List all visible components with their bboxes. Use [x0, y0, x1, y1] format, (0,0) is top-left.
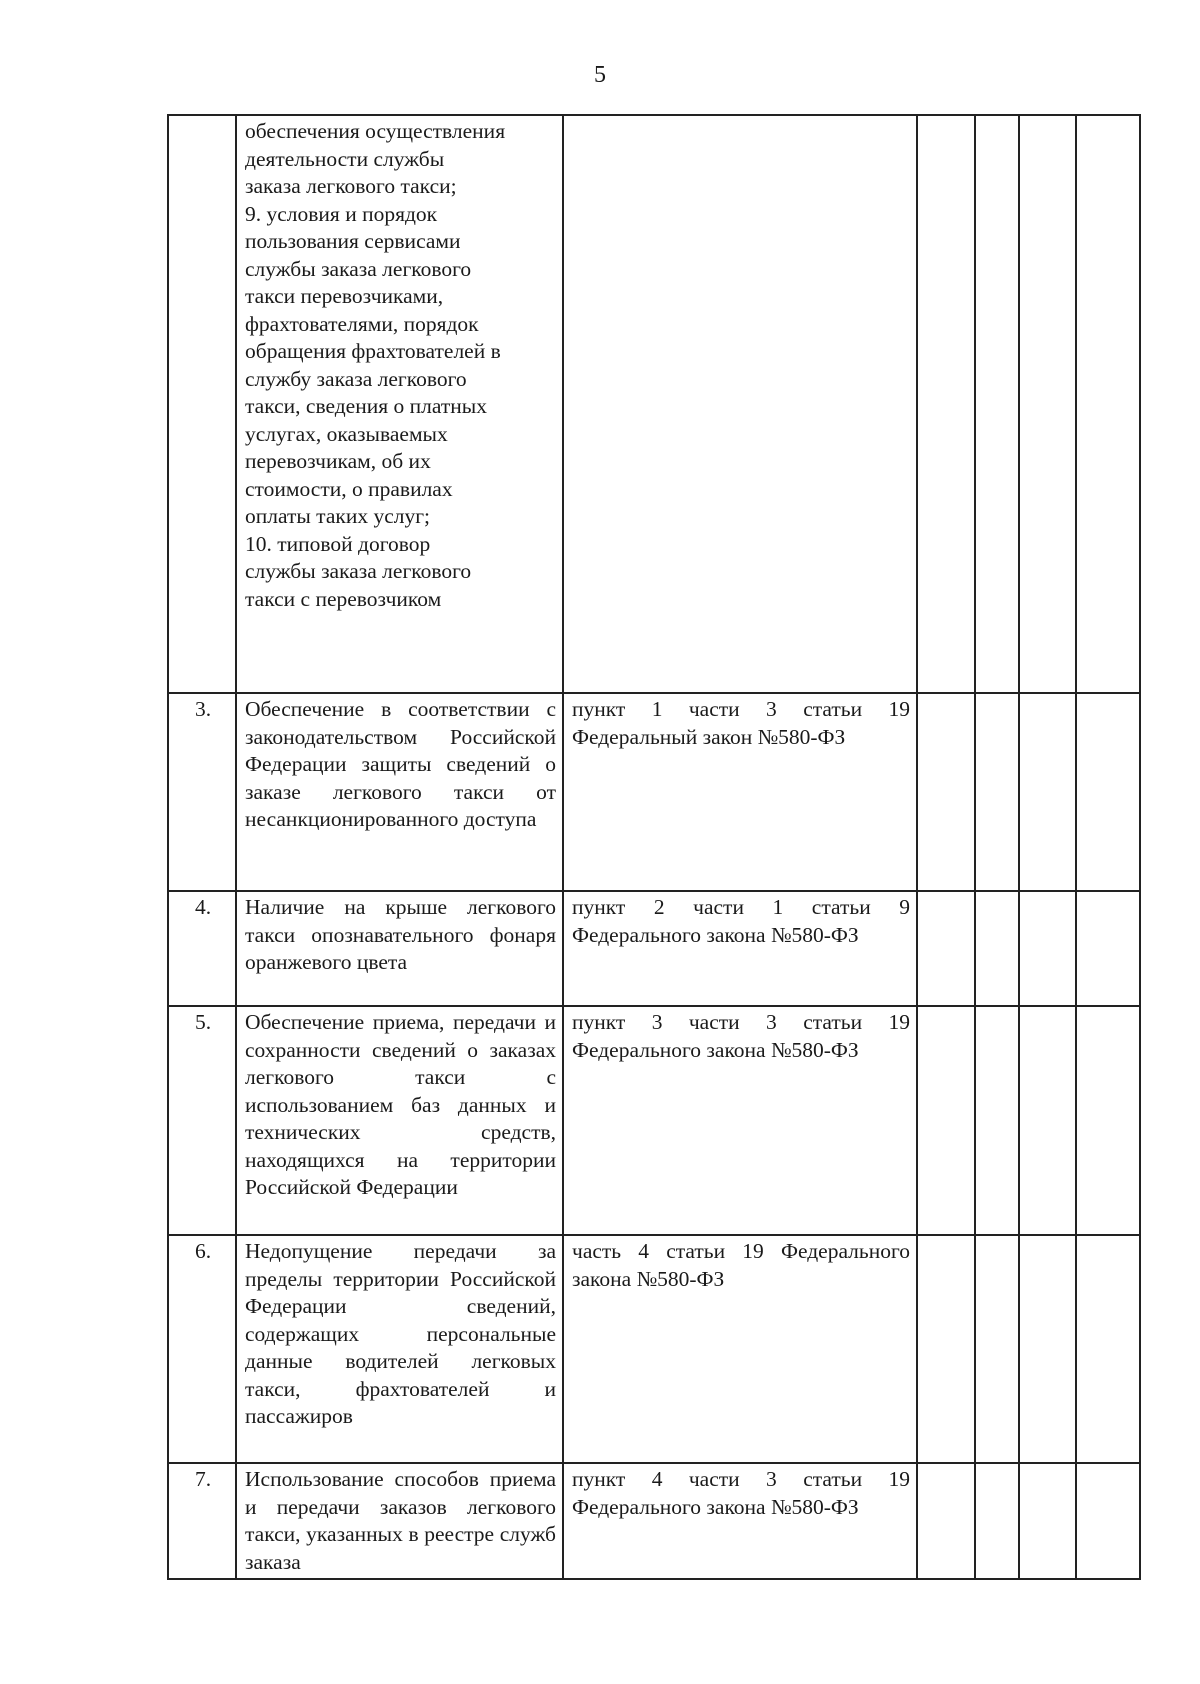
check-cell — [975, 1235, 1019, 1463]
check-cell — [917, 891, 975, 1006]
check-cell — [1076, 115, 1140, 693]
requirement-line: оплаты таких услуг; — [245, 504, 431, 528]
check-cell — [1076, 1235, 1140, 1463]
requirement-line: стоимости, о правилах — [245, 476, 453, 501]
reference-cell: часть 4 статьи 19 Федерального закона №580-ФЗ — [563, 1235, 917, 1463]
requirement-line: 9. условия и порядок — [245, 201, 438, 226]
check-cell — [917, 1463, 975, 1579]
row-number-cell: 6. — [168, 1235, 236, 1463]
requirements-table — [167, 114, 1141, 1580]
requirement-cell: Недопущение передачи за пределы территории Российской Федерации сведений, содержащих персональные данные водителей легковых такси, фрахтователей и пассажиров — [236, 1235, 563, 1463]
check-cell — [917, 1006, 975, 1235]
row-number-cell: 3. — [168, 693, 236, 891]
requirement-cell: Использование способов приема и передачи заказов легкового такси, указанных в реестре служб заказа — [236, 1463, 563, 1579]
requirement-cell — [236, 115, 563, 693]
check-cell — [975, 1463, 1019, 1579]
check-cell — [1019, 891, 1076, 1006]
check-cell — [917, 1235, 975, 1463]
check-cell — [975, 693, 1019, 891]
table-row — [168, 1006, 1140, 1235]
requirement-line: обращения фрахтователей в — [245, 339, 501, 363]
check-cell — [1076, 693, 1140, 891]
requirement-line: службу заказа легкового — [245, 366, 467, 391]
reference-cell: пункт 3 части 3 статьи 19 Федерального закона №580-ФЗ — [563, 1006, 917, 1235]
check-cell — [1076, 1463, 1140, 1579]
table-row-continuation — [168, 115, 1140, 693]
requirement-line: обеспечения осуществления — [245, 119, 506, 143]
row-number-cell — [168, 115, 236, 693]
check-cell — [1076, 891, 1140, 1006]
requirement-line: услугах, оказываемых — [245, 421, 448, 446]
requirement-cell: Обеспечение приема, передачи и сохранности сведений о заказах легкового такси с использованием баз данных и технических средств, находящихся на территории Российской Федерации — [236, 1006, 563, 1235]
check-cell — [1019, 115, 1076, 693]
requirement-line: перевозчикам, об их — [245, 449, 431, 473]
reference-cell: пункт 2 части 1 статьи 9 Федерального закона №580-ФЗ — [563, 891, 917, 1006]
requirement-line: такси перевозчиками, — [245, 284, 444, 308]
requirement-line: такси с перевозчиком — [245, 586, 442, 611]
table-row — [168, 1463, 1140, 1579]
requirement-line: заказа легкового такси; — [245, 174, 457, 198]
table-row — [168, 693, 1140, 891]
requirement-line: такси, сведения о платных — [245, 394, 487, 418]
table-row — [168, 1235, 1140, 1463]
reference-cell: пункт 4 части 3 статьи 19 Федерального закона №580-ФЗ — [563, 1463, 917, 1579]
requirement-line: 10. типовой договор — [245, 531, 431, 556]
check-cell — [975, 1006, 1019, 1235]
check-cell — [1019, 1006, 1076, 1235]
row-number-cell: 4. — [168, 891, 236, 1006]
requirement-line: службы заказа легкового — [245, 559, 472, 583]
check-cell — [917, 115, 975, 693]
requirement-line: фрахтователями, порядок — [245, 311, 479, 336]
check-cell — [917, 693, 975, 891]
check-cell — [1076, 1006, 1140, 1235]
reference-cell — [563, 115, 917, 693]
row-number-cell: 7. — [168, 1463, 236, 1579]
requirement-cell: Наличие на крыше легкового такси опознавательного фонаря оранжевого цвета — [236, 891, 563, 1006]
check-cell — [975, 115, 1019, 693]
check-cell — [1019, 1235, 1076, 1463]
requirement-line: деятельности службы — [245, 146, 445, 171]
requirement-line: пользования сервисами — [245, 229, 461, 253]
requirement-line: службы заказа легкового — [245, 256, 472, 281]
row-number-cell: 5. — [168, 1006, 236, 1235]
reference-cell: пункт 1 части 3 статьи 19 Федеральный закон №580-ФЗ — [563, 693, 917, 891]
requirement-cell: Обеспечение в соответствии с законодательством Российской Федерации защиты сведений о заказе легкового такси от несанкционированного доступа — [236, 693, 563, 891]
check-cell — [1019, 693, 1076, 891]
check-cell — [975, 891, 1019, 1006]
table-row — [168, 891, 1140, 1006]
check-cell — [1019, 1463, 1076, 1579]
page-number: 5 — [594, 62, 606, 88]
